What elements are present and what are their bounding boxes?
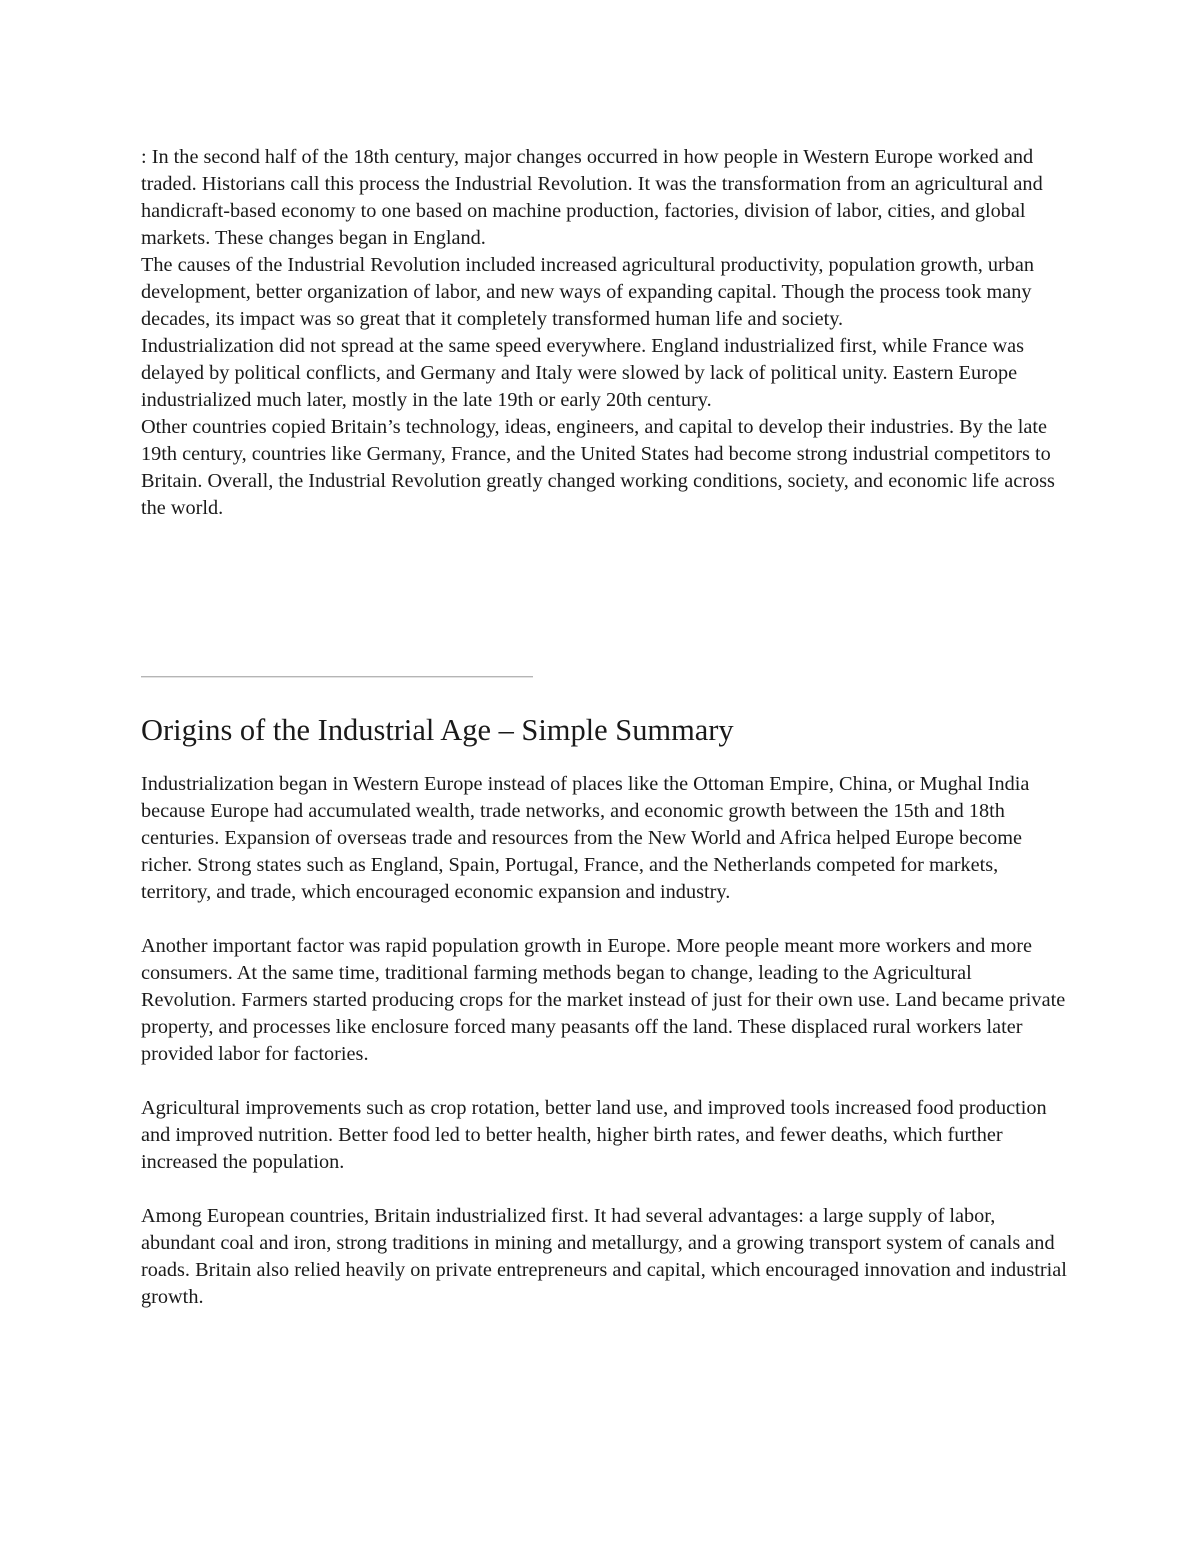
summary-paragraph-3: Agricultural improvements such as crop rotation, better land use, and improved tools increased food production and improved nutrition. Better food led to better health, higher birth rates, and fewer deaths, which further increased the population. bbox=[141, 1097, 1047, 1173]
horizontal-divider bbox=[141, 676, 533, 677]
summary-paragraph-2: Another important factor was rapid population growth in Europe. More people meant more workers and more consumers. At the same time, traditional farming methods began to change, leading to the Agricultural Revolution. Farmers started producing crops for the market instead of just for their own use. Land became private property, and processes like enclosure forced many peasants off the land. These displaced rural workers later provided labor for factories. bbox=[141, 935, 1066, 1065]
summary-section bbox=[141, 713, 1071, 1311]
intro-paragraph-4: Other countries copied Britain’s technology, ideas, engineers, and capital to develop their industries. By the late 19th century, countries like Germany, France, and the United States had become strong industrial competitors to Britain. Overall, the Industrial Revolution greatly changed working conditions, society, and economic life across the world. bbox=[141, 416, 1055, 519]
intro-section bbox=[141, 144, 1071, 522]
intro-paragraph-2: The causes of the Industrial Revolution included increased agricultural productivity, population growth, urban development, better organization of labor, and new ways of expanding capital. Though the process took many decades, its impact was so great that it completely transformed human life and society. bbox=[141, 254, 1035, 330]
summary-paragraph-4: Among European countries, Britain industrialized first. It had several advantages: a large supply of labor, abundant coal and iron, strong traditions in mining and metallurgy, and a growing transport system of canals and roads. Britain also relied heavily on private entrepreneurs and capital, which encouraged innovation and industrial growth. bbox=[141, 1205, 1067, 1308]
intro-paragraph-3: Industrialization did not spread at the same speed everywhere. England industrialized first, while France was delayed by political conflicts, and Germany and Italy were slowed by lack of political unity. Eastern Europe industrialized much later, mostly in the late 19th or early 20th century. bbox=[141, 335, 1025, 411]
summary-heading: Origins of the Industrial Age – Simple Summary bbox=[141, 713, 734, 747]
intro-paragraph-1: : In the second half of the 18th century, major changes occurred in how people in Western Europe worked and traded. Historians call this process the Industrial Revolution. It was the transformation from an agricultural and handicraft-based economy to one based on machine production, factories, division of labor, cities, and global markets. These changes began in England. bbox=[141, 146, 1043, 249]
summary-paragraph-1: Industrialization began in Western Europe instead of places like the Ottoman Empire, China, or Mughal India because Europe had accumulated wealth, trade networks, and economic growth between the 15th and 18th centuries. Expansion of overseas trade and resources from the New World and Africa helped Europe become richer. Strong states such as England, Spain, Portugal, France, and the Netherlands competed for markets, territory, and trade, which encouraged economic expansion and industry. bbox=[141, 773, 1030, 903]
